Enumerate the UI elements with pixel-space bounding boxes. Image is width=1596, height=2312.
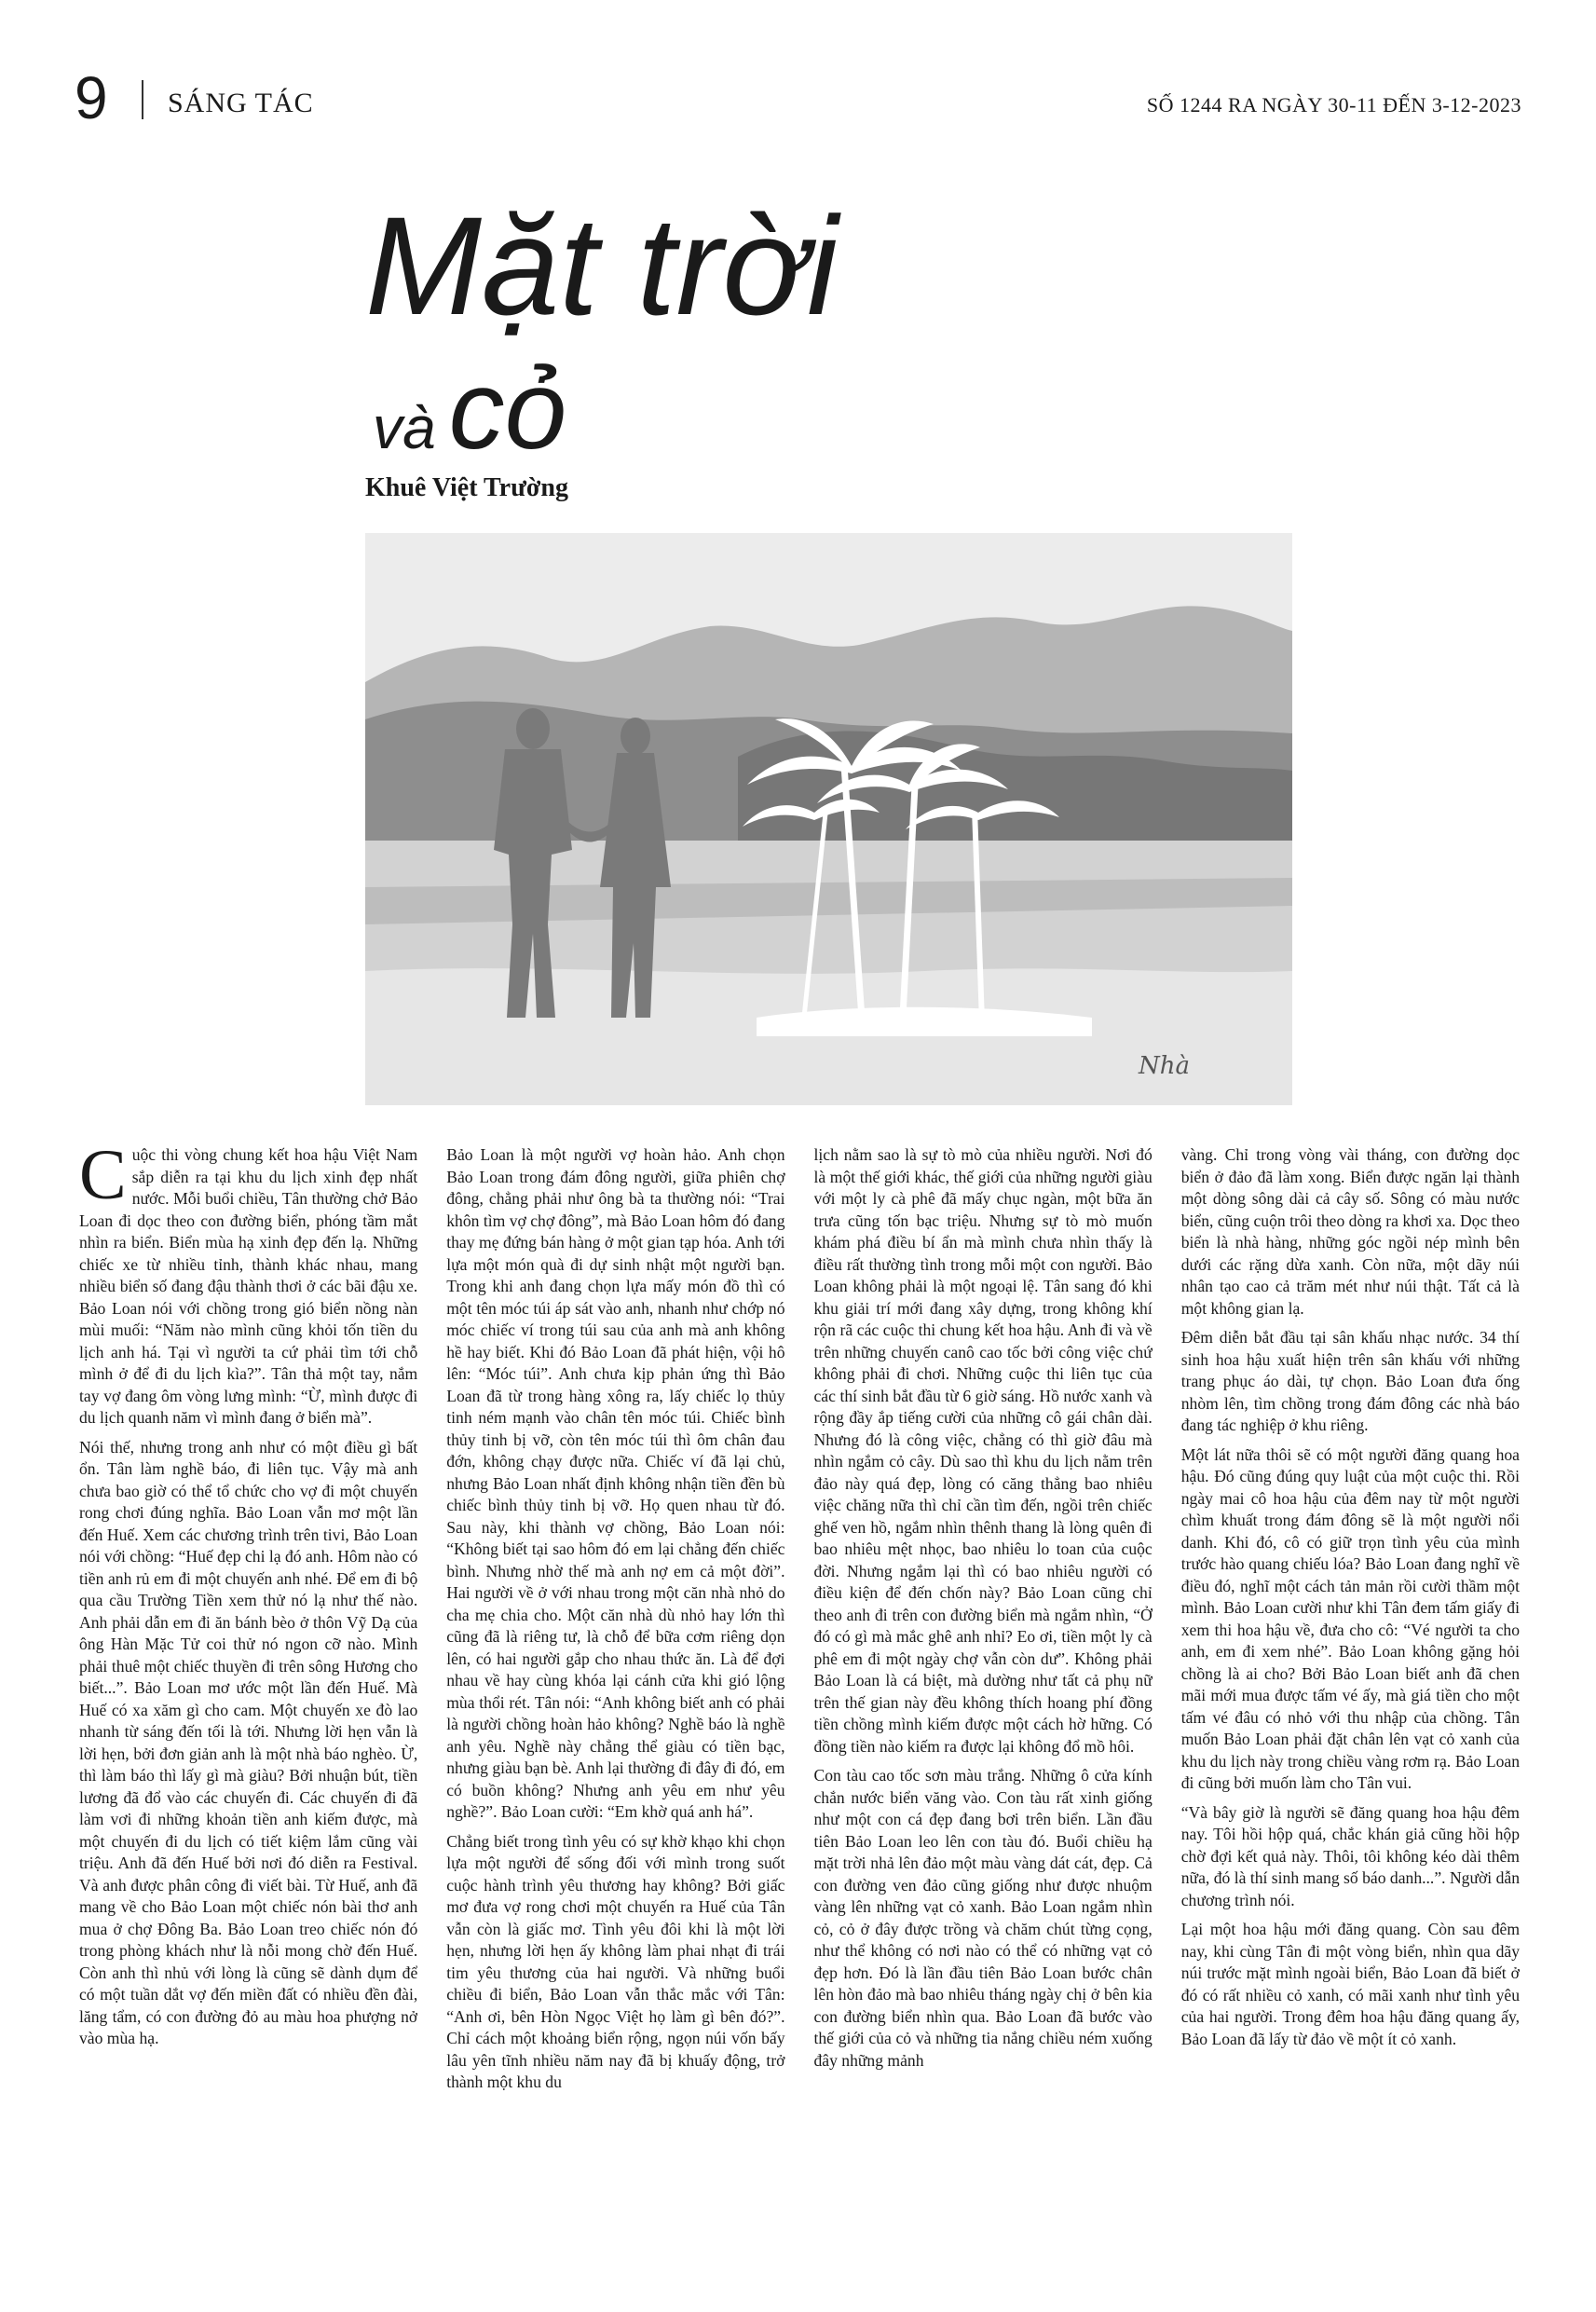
paragraph: Chẳng biết trong tình yêu có sự khờ khạo khi chọn lựa một người để sống đối với mình trong suốt cuộc hành trình yêu thương hay không? Bởi giấc mơ đưa vợ rong chơi một chuyến ra Huế của Tân vẫn còn là giấc mơ. Tình yêu đôi khi là một lời hẹn, nhưng lời hẹn ấy không làm phai nhạt đi trái tim yêu thương của hai người. Và những buổi chiều đi biển, Bảo Loan vẫn thắc mắc với Tân: “Anh ơi, bên Hòn Ngọc Việt họ làm gì bên đó?”. Chỉ cách một khoảng biển rộng, ngọn núi vốn bấy lâu yên tĩnh nhiều năm nay đã bị khuấy động, trở thành một khu du xyxy=(446,1831,785,2091)
article-column-3 xyxy=(814,1144,1153,2235)
article-title-small-word: và xyxy=(373,394,436,461)
article-author: Khuê Việt Trường xyxy=(365,473,568,502)
header-divider xyxy=(142,80,143,119)
paragraph-text: uộc thi vòng chung kết hoa hậu Việt Nam sắp diễn ra tại khu du lịch xinh đẹp nhất nước. Mỗi buổi chiều, Tân thường chở Bảo Loan đi dọc theo con đường biển, phóng tầm mắt nhìn ra biển. Biển mùa hạ xinh đẹp đến lạ. Những chiếc xe từ nhiều tỉnh, thành khác nhau, mang nhiều biển số đang đậu thành thơi ở các bãi đậu xe. Bảo Loan nói với chồng trong gió biển nồng nàn mùi muối: “Năm nào mình cũng khỏi tốn tiền du lịch anh há. Tại vì người ta cứ phải tìm tới chỗ mình ở để đi du lịch kìa?”. Tân thả một tay, nắm tay vợ đang ôm vòng lưng mình: “Ừ, mình được đi du lịch quanh năm vì mình đang ở biển mà”. xyxy=(79,1145,418,1427)
article-title-line1: Mặt trời xyxy=(365,187,839,344)
illustration-couple-beach xyxy=(365,533,1292,1105)
article-body xyxy=(79,1144,1520,2235)
paragraph: Bảo Loan là một người vợ hoàn hảo. Anh chọn Bảo Loan trong đám đông người, giữa phiên chợ đông, chẳng phải như ông bà ta thường nói: “Trai khôn tìm vợ chợ đông”, mà Bảo Loan hôm đó đang thay mẹ đứng bán hàng ở một gian tạp hóa. Anh tới lựa một món quà đi dự sinh nhật một người bạn. Trong khi anh đang chọn lựa mấy món đồ thì có một tên móc túi áp sát vào anh, nhanh như chớp nó móc chiếc ví trong túi sau của anh mà anh không hề hay biết. Khi đó Bảo Loan đã phát hiện, vội hô lên: “Móc túi”. Anh chưa kịp phản ứng thì Bảo Loan đã từ trong hàng xông ra, lấy chiếc lọ thủy tinh ném mạnh vào chân tên móc túi. Chiếc bình thủy tinh bị vỡ, còn tên móc túi thì ôm chân đau đớn, không chạy được nữa. Chiếc ví đã lại chủ, nhưng Bảo Loan nhất định không nhận tiền đền bù chiếc bình thủy tinh bị vỡ. Họ quen nhau từ đó. Sau này, khi thành vợ chồng, Bảo Loan nói: “Không biết tại sao hôm đó em lại chẳng đến chiếc bình. Nhưng nhờ thế mà anh nợ em cả một đời”. Hai người về ở với nhau trong một căn nhà nhỏ do cha mẹ chia cho. Một căn nhà dù nhỏ hay lớn thì cũng đã là riêng tư, là chỗ để bữa cơm riêng dọn lên, có hai người gắp cho nhau thức ăn. Là để đợi nhau về hay cùng khóa lại cánh cửa khi gió lộng mùa thổi rét. Tân nói: “Anh không biết anh có phải là người chồng hoàn hảo không? Nghề báo là nghề anh yêu. Nghề này chẳng thể giàu có tiền bạc, nhưng giàu bạn bè. Anh lại thường đi đây đi đó, em có buồn không? Nhưng anh yêu em như yêu nghề?”. Bảo Loan cười: “Em khờ quá anh há”. xyxy=(446,1145,785,1821)
paragraph: Đêm diễn bắt đầu tại sân khấu nhạc nước. 34 thí sinh hoa hậu xuất hiện trên sân khấu với những trang phục áo dài, tự chọn. Bảo Loan đưa ống nhòm lên, tìm chồng trong đám đông các nhà báo đang tác nghiệp ở khu riêng. xyxy=(1180,1328,1520,1434)
article-column-4 xyxy=(1181,1144,1520,2235)
section-label: SÁNG TÁC xyxy=(168,88,314,118)
paragraph: Một lát nữa thôi sẽ có một người đăng quang hoa hậu. Đó cũng đúng quy luật của một cuộc thi. Rồi ngày mai cô hoa hậu của đêm nay từ một người chìm khuất trong đám đông sẽ là một người nổi danh. Khi đó, cô có giữ trọn tình yêu của mình trước hào quang chiếu lóa? Bảo Loan đang nghĩ về điều đó, nghĩ một cách tản mản rồi cười thầm một mình. Bảo Loan cười như khi Tân đem tấm giấy đi xem thi hoa hậu về, đưa cho cô: “Vé người ta cho anh, em đi xem nhé”. Bảo Loan không gặng hỏi chồng là ai cho? Bởi Bảo Loan biết anh đã chen mãi mới mua được tấm vé ấy, mà giá tiền cho một tấm vé đâu có nhỏ với thu nhập của chồng. Tân muốn Bảo Loan phải đặt chân lên vạt cỏ xanh của khu du lịch này trong chiều vàng rơm rạ. Bảo Loan đi cũng bởi muốn làm cho Tân vui. xyxy=(1180,1444,1520,1792)
paragraph: lịch nằm sao là sự tò mò của nhiều người. Nơi đó là một thế giới khác, thế giới của những người giàu với một ly cà phê đã mấy chục ngàn, một bữa ăn trưa cũng tốn bạc triệu. Nhưng sự tò mò muốn khám phá điều bí ẩn mà mình chưa nhìn thấy là điều rất thường tình trong mỗi một con người. Bảo Loan không phải là một ngoại lệ. Tân sang đó khi khu giải trí mới đang xây dựng, trong không khí rộn rã các cuộc thi chung kết hoa hậu. Anh đi và về trên những chuyến canô cao tốc bởi công việc chứ không phải đi chơi. Những cuộc thi liên tục của các thí sinh bắt đầu từ 6 giờ sáng. Hồ nước xanh và rộng đầy ắp tiếng cười của những cô gái chân dài. Nhưng đó là công việc, chẳng có thì giờ đâu mà nhìn ngắm cỏ cây. Dù sao thì khu du lịch nằm trên đảo này quá đẹp, lòng có căng thẳng bao nhiêu việc chăng nữa thì chỉ cần tìm đến, ngồi trên chiếc ghế ven hồ, ngắm nhìn thênh thang là lòng quên đi bao nhiêu mệt nhọc, bao nhiêu lo toan của cuộc đời. Nhưng ngắm lại thì có bao nhiêu người có điều kiện để đến chốn này? Bảo Loan cũng chỉ theo anh đi trên con đường biển mà ngắm nhìn, “Ở đó có gì mà mắc ghê anh nhỉ? Eo ơi, tiền một ly cà phê em đi một ngày chợ vẫn còn dư”. Không phải Bảo Loan là cá biệt, mà dường như tất cả phụ nữ trên thế gian này đều không thích hoang phí đồng tiền chồng mình kiếm được một cách hờ hững. Có đồng tiền nào kiếm ra được lại không đổ mồ hôi. xyxy=(813,1145,1153,1756)
illustration-signature: Nhà xyxy=(1139,1052,1190,1080)
article-column-2 xyxy=(446,1144,784,2235)
paragraph: Nói thế, nhưng trong anh như có một điều gì bất ổn. Tân làm nghề báo, đi liên tục. Vậy mà anh chưa bao giờ có thể tổ chức cho vợ đi một chuyến rong chơi đúng nghĩa. Bảo Loan vẫn mơ một lần đến Huế. Xem các chương trình trên tivi, Bảo Loan nói với chồng: “Huế đẹp chi lạ đó anh. Hôm nào có tiền anh rủ em đi một chuyến anh nhé. Để em đi bộ qua cầu Trường Tiền xem thử nó lạ như thế nào. Anh phải dẫn em đi ăn bánh bèo ở thôn Vỹ Dạ của ông Hàn Mặc Tử coi thử nó ngon cỡ nào. Mình phải thuê một chiếc thuyền đi trên sông Hương cho biết...”. Bảo Loan mơ ước một lần đến Huế. Mà Huế có xa xăm gì cho cam. Một chuyến xe đò lao nhanh từ sáng đến tối là tới. Nhưng lời hẹn vẫn là lời hẹn, bởi đơn giản anh là một nhà báo nghèo. Ừ, thì làm báo thì lấy gì mà giàu? Bởi nhuận bút, tiền lương đã đổ vào các chuyến đi. Các chuyến đi đã làm vơi đi những khoản tiền anh kiếm được, mà một chuyến đi du lịch có tiết kiệm lắm cũng vài triệu. Anh đã đến Huế bởi nơi đó diễn ra Festival. Và anh được phân công đi viết bài. Từ Huế, anh đã mang về cho Bảo Loan một chiếc nón bài thơ anh mua ở chợ Đông Ba. Bảo Loan treo chiếc nón đó trong phòng khách như là nỗi mong chờ đến Huế. Còn anh thì nhủ với lòng là cũng sẽ dành dụm để có một tuần dắt vợ đến miền đất có nhiều đền đài, lăng tẩm, có con đường đỏ au màu hoa phượng nở vào mùa hạ. xyxy=(79,1437,418,2047)
paragraph: vàng. Chỉ trong vòng vài tháng, con đường dọc biển ở đảo đã làm xong. Biển được ngăn lại thành một dòng sông dài cả cây số. Sông có màu nước biển, cũng cuộn trôi theo dòng ra khơi xa. Dọc theo biển là nhà hàng, những góc ngồi nép mình bên dưới các rặng dừa xanh. Còn nữa, một dãy núi nhân tạo cao cả trăm mét như núi thật. Tất cả là một không gian lạ. xyxy=(1180,1145,1520,1318)
paragraph: Lại một hoa hậu mới đăng quang. Còn sau đêm nay, khi cùng Tân đi một vòng biển, nhìn qua dãy núi trước mặt mình ngoài biển, Bảo Loan đã biết ở đó có rất nhiều cỏ xanh, có mãi xanh như tình yêu của hai người. Trong đêm hoa hậu đăng quang ấy, Bảo Loan đã lấy từ đảo về một ít cỏ xanh. xyxy=(1180,1920,1520,2048)
page-number: 9 xyxy=(75,64,108,131)
paragraph xyxy=(79,1144,417,1430)
article-title-big-word: cỏ xyxy=(448,348,567,472)
paragraph: “Và bây giờ là người sẽ đăng quang hoa hậu đêm nay. Tôi hồi hộp quá, chắc khán giả cũng hồi hộp chờ đợi kết quả này. Thôi, tôi không kéo dài thêm nữa, đó là thí sinh mang số báo danh...”. Người dẫn chương trình nói. xyxy=(1180,1802,1520,1909)
page-header xyxy=(75,65,1521,130)
issue-date: SỐ 1244 RA NGÀY 30-11 ĐẾN 3-12-2023 xyxy=(1146,93,1521,116)
article-column-1 xyxy=(79,1144,417,2235)
paragraph: Con tàu cao tốc sơn màu trắng. Những ô cửa kính chắn nước biển văng vào. Con tàu rất xinh giống như một con cá đẹp đang bơi trên biển. Lần đầu tiên Bảo Loan leo lên con tàu đó. Buổi chiều hạ mặt trời nhả lên đảo một màu vàng dát cát, đẹp. Cả con đường ven đảo cũng giống như được nhuộm vàng lên những vạt cỏ xanh. Bảo Loan ngắm nhìn cỏ, cỏ ở đây được trồng và chăm chút từng cọng, như thể không có nơi nào có thể có những vạt cỏ đẹp hơn. Đó là lần đầu tiên Bảo Loan bước chân lên hòn đảo mà bao nhiêu tháng ngày chị ở bên kia con đường biển nhìn qua. Bảo Loan đã bước vào thế giới của cỏ và những tia nắng chiều ném xuống đây những mảnh xyxy=(813,1766,1153,2070)
drop-cap: C xyxy=(79,1144,127,1214)
